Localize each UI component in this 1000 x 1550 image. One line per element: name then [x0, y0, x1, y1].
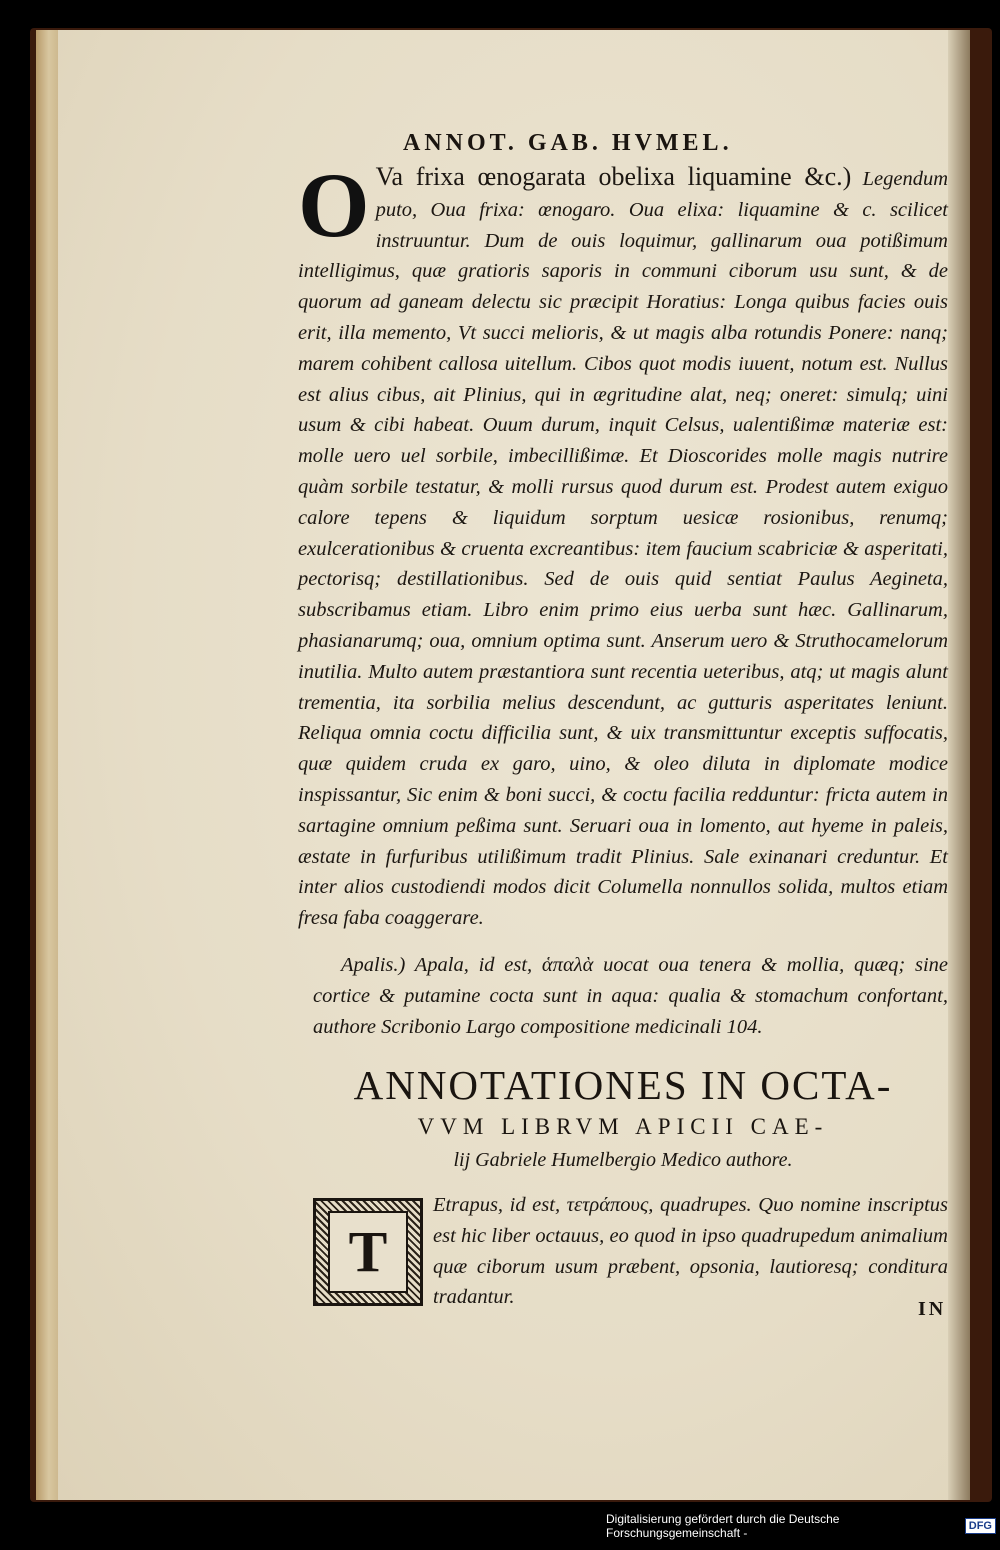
woodcut-initial-icon: [313, 1198, 423, 1306]
paragraph-text: Etrapus, id est, τετράπους, quadrupes. Quo nomine inscriptus est hic liber octauus, eo quod in ipso quadrupedum animalium quæ ciborum usum præbent, opsonia, lautioresq; conditura tradantur.: [433, 1194, 948, 1309]
book-page: [58, 30, 970, 1500]
initial-letter: T: [348, 1219, 388, 1284]
catchword: IN: [918, 1298, 947, 1320]
heading-line-3: lij Gabriele Humelbergio Medico authore.: [453, 1149, 793, 1171]
annotation-apalis: [313, 950, 948, 1042]
section-heading: [298, 1060, 948, 1176]
book-spine: [948, 30, 970, 1500]
annotation-ova-frixa: [298, 154, 949, 934]
paragraph: [298, 154, 949, 934]
digitization-credit: [606, 1506, 996, 1546]
drop-cap: O: [298, 154, 370, 256]
lemma: Va frixa œnogarata obelixa liquamine &c.): [375, 162, 852, 191]
heading-line-1: ANNOTATIONES IN OCTA-: [353, 1062, 893, 1108]
annotation-tetrapus: [313, 1190, 948, 1313]
running-head: ANNOT. GAB. HVMEL.: [403, 130, 733, 156]
credit-text: Digitalisierung gefördert durch die Deutsche Forschungsgemeinschaft -: [606, 1512, 840, 1540]
paragraph-text: Apalis.) Apala, id est, ἁπαλὰ uocat oua tenera & mollia, quæq; sine cortice & putamine cocta sunt in aqua: qualia & stomachum confortant, authore Scribonio Largo compositione medicinali 104.: [313, 954, 948, 1038]
heading-line-2: VVM LIBRVM APICII CAE-: [417, 1114, 829, 1139]
dfg-logo[interactable]: DFG: [965, 1518, 996, 1534]
paragraph-text: Legendum puto, Oua frixa: œnogaro. Oua elixa: liquamine & c. scilicet instruuntur. Dum de ouis loquimur, gallinarum oua potißimum intelligimus, quæ gratioris saporis in communi ciborum usu sunt, & de quorum ad ganeam delectu sic præcipit Horatius: Longa quibus facies ouis erit, illa memento, Vt succi melioris, & ut magis alba rotundis Ponere: nanq; marem cohibent callosa uitellum. Cibos quot modis iuuent, notum est. Nullus est alius cibus, ait Plinius, qui in ægritudine alat, neq; oneret: simulq; uini usum & cibi habeat. Ouum durum, inquit Celsus, ualentißimæ materiæ est: molle uero uel sorbile, imbecillißimæ. Et Dioscorides molle magis nutrire quàm sorbile testatur, & molli rursus quod durum est. Prodest autem exiguo calore tepens & liquidum sorptum uesicæ rosionibus, renumq; exulcerationibus & cruenta excreantibus: item faucium scabriciæ & asperitati, pectorisq; destillationibus. Sed de ouis quid sentiat Paulus Aegineta, subscribamus etiam. Libro enim primo eius uerba sunt hæc. Gallinarum, phasianarumq; oua, omnium optima sunt. Anserum uero & Struthocamelorum inutilia. Multo autem præstantiora sunt recentia ueteribus, atq; ut magis alunt trementia, ita sorbilia melius descendunt, ac gutturis asperitates leniunt. Reliqua omnia coctu difficilia sunt, & uix transmittuntur exceptis suffocatis, quæ quidem cruda ex garo, uino, & oleo diluta in diplomate modice inspissantur, Sic enim & boni succi, & coctu facilia redduntur: fricta autem in sartagine omnium peßima sunt. Seruari oua in lomento, aut hyeme in paleis, æstate in furfuribus utilißimum tradit Plinius. Sale exinanari creduntur. Et inter alios custodiendi modos dicit Columella nonnullos solida, multos etiam fresa faba coaggerare.: [298, 168, 949, 930]
